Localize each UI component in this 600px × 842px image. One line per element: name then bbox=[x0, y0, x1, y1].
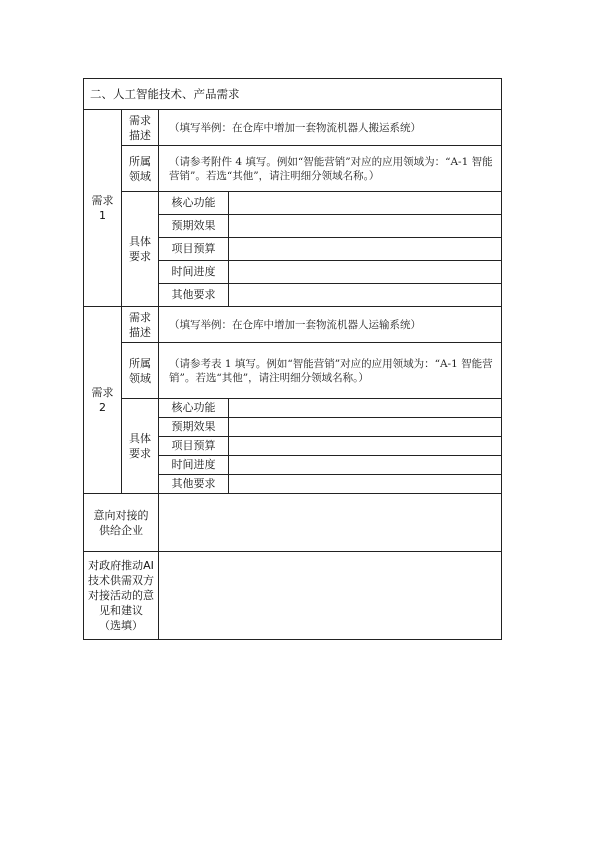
req1-specific-label: 具体 要求 bbox=[122, 192, 159, 307]
req2-expected-effect-field[interactable] bbox=[229, 418, 502, 437]
req2-desc-field[interactable] bbox=[159, 307, 502, 343]
req1-domain-label: 所属 领域 bbox=[122, 146, 159, 192]
req1-budget-field[interactable] bbox=[229, 238, 502, 261]
req1-core-function-field[interactable] bbox=[229, 192, 502, 215]
requirements-table bbox=[83, 78, 502, 640]
supplier-field[interactable] bbox=[159, 494, 502, 552]
req1-domain-note-line: 营销”。若选“其他”，请注明细分领域名称。） bbox=[169, 169, 380, 182]
req1-desc-note: （填写举例：在仓库中增加一套物流机器人搬运系统） bbox=[169, 121, 421, 134]
req2-item-label: 核心功能 bbox=[159, 399, 229, 418]
section-title: 二、人工智能技术、产品需求 bbox=[84, 79, 502, 110]
req2-desc-note: （填写举例：在仓库中增加一套物流机器人运输系统） bbox=[169, 318, 421, 331]
req2-domain-label: 所属 领域 bbox=[122, 343, 159, 399]
req1-expected-effect-field[interactable] bbox=[229, 215, 502, 238]
req2-domain-note-line: 销”。若选“其他”，请注明细分领域名称。） bbox=[169, 371, 369, 384]
req1-other-field[interactable] bbox=[229, 284, 502, 307]
suggestion-label: 对政府推动AI 技术供需双方 对接活动的意 见和建议 （选填） bbox=[84, 552, 159, 640]
req2-item-label: 预期效果 bbox=[159, 418, 229, 437]
req1-item-label: 核心功能 bbox=[159, 192, 229, 215]
req2-desc-label: 需求 描述 bbox=[122, 307, 159, 343]
req2-core-function-field[interactable] bbox=[229, 399, 502, 418]
req2-domain-field[interactable] bbox=[159, 343, 502, 399]
req1-item-label: 预期效果 bbox=[159, 215, 229, 238]
req2-budget-field[interactable] bbox=[229, 437, 502, 456]
req1-desc-label: 需求 描述 bbox=[122, 110, 159, 146]
req2-specific-label: 具体 要求 bbox=[122, 399, 159, 494]
req2-label: 需求 2 bbox=[84, 307, 122, 494]
req1-item-label: 项目预算 bbox=[159, 238, 229, 261]
req2-item-label: 时间进度 bbox=[159, 456, 229, 475]
req1-domain-field[interactable] bbox=[159, 146, 502, 192]
suggestion-field[interactable] bbox=[159, 552, 502, 640]
req2-item-label: 项目预算 bbox=[159, 437, 229, 456]
req1-item-label: 时间进度 bbox=[159, 261, 229, 284]
req1-desc-field[interactable] bbox=[159, 110, 502, 146]
req1-domain-note-line: （请参考附件 4 填写。例如“智能营销”对应的应用领域为：“A-1 智能 bbox=[169, 155, 493, 168]
req1-item-label: 其他要求 bbox=[159, 284, 229, 307]
req2-other-field[interactable] bbox=[229, 475, 502, 494]
req2-schedule-field[interactable] bbox=[229, 456, 502, 475]
req1-schedule-field[interactable] bbox=[229, 261, 502, 284]
supplier-label: 意向对接的 供给企业 bbox=[84, 494, 159, 552]
req2-item-label: 其他要求 bbox=[159, 475, 229, 494]
req1-label: 需求 1 bbox=[84, 110, 122, 307]
req2-domain-note-line: （请参考表 1 填写。例如“智能营销”对应的应用领域为：“A-1 智能营 bbox=[169, 357, 493, 370]
